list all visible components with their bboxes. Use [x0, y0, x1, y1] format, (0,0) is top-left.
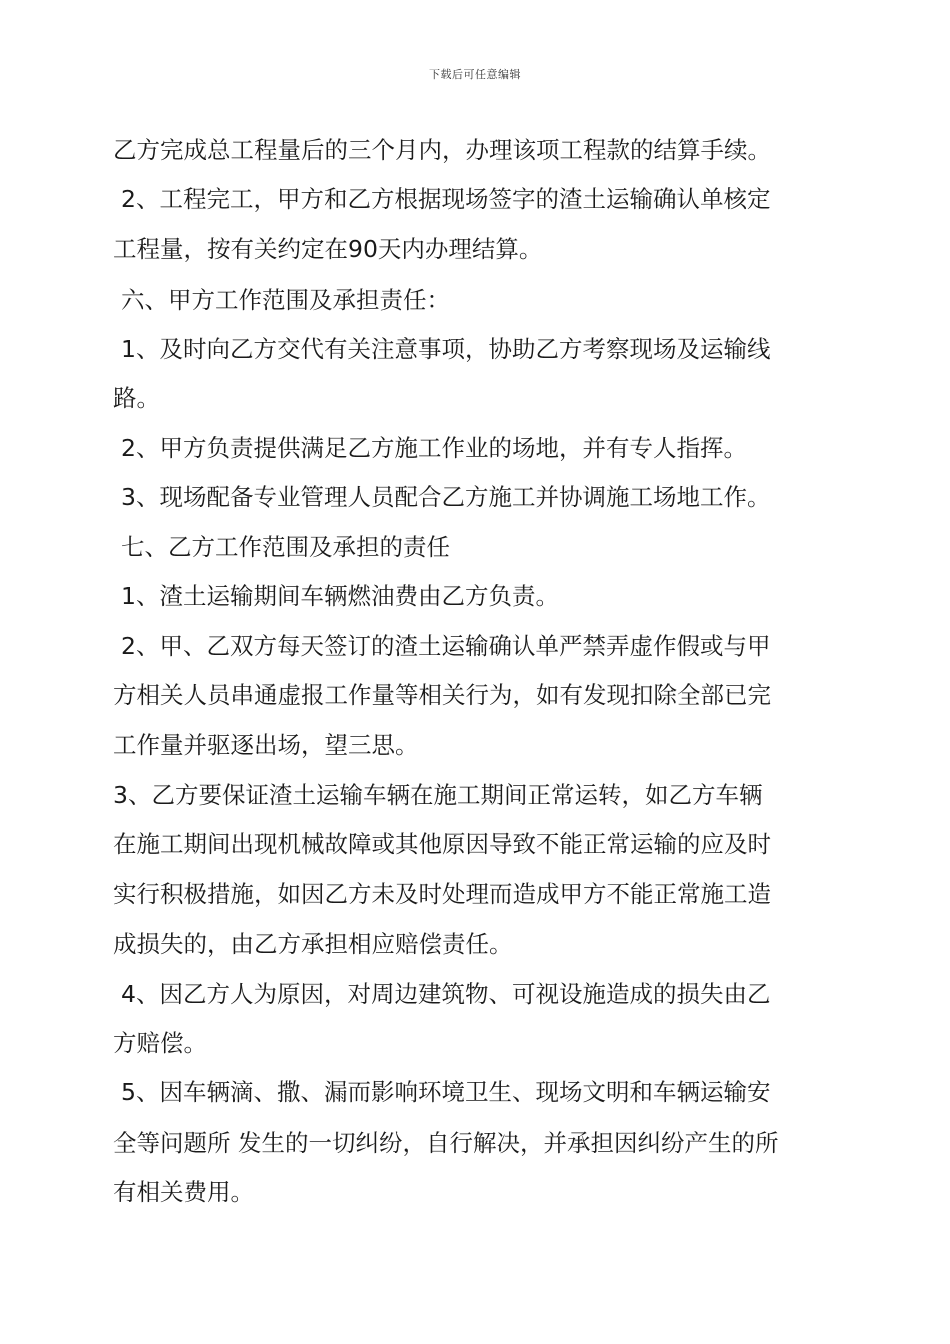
text-line: 2、甲、乙双方每天签订的渣土运输确认单严禁弄虚作假或与甲 [121, 632, 771, 660]
text-line: 工程量，按有关约定在90天内办理结算。 [113, 235, 543, 263]
text-line: 路。 [113, 384, 160, 412]
text-line: 2、甲方负责提供满足乙方施工作业的场地，并有专人指挥。 [121, 434, 747, 462]
text-line: 1、渣土运输期间车辆燃油费由乙方负责。 [121, 582, 559, 610]
text-line: 在施工期间出现机械故障或其他原因导致不能正常运输的应及时 [113, 830, 771, 858]
text-line: 全等问题所 发生的一切纠纷，自行解决，并承担因纠纷产生的所 [113, 1129, 779, 1157]
text-line: 实行积极措施，如因乙方未及时处理而造成甲方不能正常施工造 [113, 880, 771, 908]
text-line: 乙方完成总工程量后的三个月内，办理该项工程款的结算手续。 [113, 136, 771, 164]
text-line: 5、因车辆滴、撒、漏而影响环境卫生、现场文明和车辆运输安 [121, 1078, 771, 1106]
section-heading: 六、甲方工作范围及承担责任： [121, 286, 450, 314]
section-heading: 七、乙方工作范围及承担的责任 [121, 533, 450, 561]
text-line: 1、及时向乙方交代有关注意事项，协助乙方考察现场及运输线 [121, 335, 771, 363]
text-line: 方赔偿。 [113, 1029, 207, 1057]
text-line: 4、因乙方人为原因，对周边建筑物、可视设施造成的损失由乙 [121, 980, 771, 1008]
text-line: 方相关人员串通虚报工作量等相关行为，如有发现扣除全部已完 [113, 681, 771, 709]
text-line: 3、现场配备专业管理人员配合乙方施工并协调施工场地工作。 [121, 483, 771, 511]
text-line: 成损失的，由乙方承担相应赔偿责任。 [113, 930, 513, 958]
text-line: 工作量并驱逐出场，望三思。 [113, 731, 419, 759]
text-line: 2、工程完工，甲方和乙方根据现场签字的渣土运输确认单核定 [121, 185, 771, 213]
text-line: 3、乙方要保证渣土运输车辆在施工期间正常运转，如乙方车辆 [113, 781, 763, 809]
text-line: 有相关费用。 [113, 1178, 254, 1206]
page-header: 下载后可任意编辑 [429, 68, 521, 81]
